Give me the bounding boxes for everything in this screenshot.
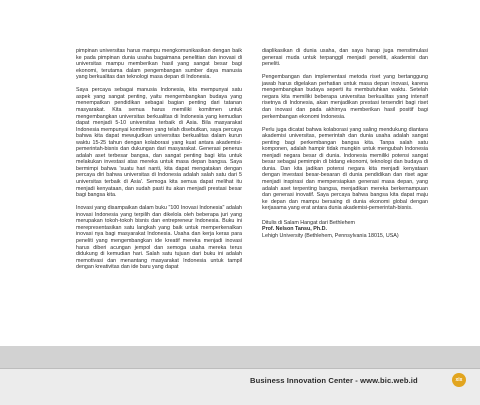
page-number-badge: xix bbox=[452, 373, 466, 387]
right-text-column bbox=[262, 48, 428, 239]
signature-block bbox=[262, 220, 428, 240]
footer-text: Business Innovation Center - www.bic.web.id bbox=[250, 376, 418, 385]
signature-place: Ditulis di Salam Hangat dari Bethlehem bbox=[262, 219, 355, 226]
paragraph: Pengembangan dan implementasi metoda riset yang bertanggung jawab harus digelakan perhatian untuk masa depan inovasi, karena mengembangkan budaya seperti itu membutuhkan waktu. Setelah negara kita memiliki beberapa universitas berkualitas yang intensif risetnya di Indonesia, akan menjadikan prestasi tersendiri bagi riset dan inovasi dan pada akhirnya memberikan hasil positif bagi perkembangan ekonomi Indonesia. bbox=[262, 74, 428, 120]
signature-name: Prof. Nelson Tansu, Ph.D. bbox=[262, 226, 327, 233]
footer bbox=[0, 368, 480, 405]
paragraph: pimpinan universitas harus mampu mengkomunikasikan dengan baik ke pada pimpinan dunia usaha bagaimana penelitian dan inovasi di universitas mampu memberikan hasil yang sangat besar bagi ekonomi, terutama dalam pengembangan sumber daya manusia yang berkualitas dan teknologi masa depan di Indonesia. bbox=[76, 48, 242, 81]
paragraph: Inovasi yang disampaikan dalam buku "100 Inovasi Indonesia" adalah inovasi Indonesia yang terpilih dan dikelola oleh beberapa juri yang merupakan tokoh-tokoh bisnis dan entrepreneur Indonesia. Buku ini merepresentasikan satu langkah yang baik untuk memperkenalkan inovasi nya bagi masyarakat Indonesia. Usaha dan kerja keras para peneliti yang mengembangkan ide kreatif mereka menjadi inovasi harus diberi acungan jempol dan semoga usaha mereka terus didukung di kemudian hari. Salah satu tujuan dari buku ini adalah memotivasi dan menantang masyarakat Indonesia untuk tampil dengan kreativitas dan ide baru yang dapat bbox=[76, 205, 242, 271]
footer-band bbox=[0, 346, 480, 368]
paragraph: Saya percaya sebagai manusia Indonesia, kita mempunyai satu aspek yang sangat penting, yaitu mengembangkan budaya yang menempatkan pendidikan sebagai bagian penting dari tatanan masyarakat. Kita semua harus memiliki komitmen untuk mengembangkan universitas berkualitas di Indonesia yang kemudian dapat menjadi 5-10 universitas terbaik di Asia. Bila masyarakat Indonesia mempunyai komitmen yang telah disebutkan, saya percaya bahwa kita dapat mewujudkan universitas berkualitas dalam kurun waktu 15-25 tahun dengan kolaborasi yang kuat antara akademisi-pemerintah-bisnis dan dukungan dari masyarakat. Generasi penerus adalah aset terbesar bangsa, dan sangat penting bagi kita untuk melakukan investasi atas mereka untuk masa depan bangsa. Saya bermimpi bahwa 'suatu hari nanti, kita dapat mengatakan dengan percaya diri bahwa universitas di Indonesia adalah salah satu dari 5 universitas terbaik di Asia'. Semoga kita semua dapat melihat itu menjadi kenyataan, dan sudah pasti itu akan menjadi prestasi besar bagi bangsa kita. bbox=[76, 87, 242, 199]
paragraph: Perlu juga dicatat bahwa kolaborasi yang saling mendukung diantara akademisi universitas, pemerintah dan dunia usaha adalah sangat penting bagi perkembangan bangsa kita. Tanpa salah satu komponen, adalah hampir tidak mungkin untuk mengubah Indonesia menjadi negara besar di dunia. Indonesia memiliki potensi sangat besar sebagai pemimpin di bidang ekonomi, teknologi dan budaya di dunia. Dan kita jadikan potensi negara kita menjadi kenyataan dengan investasi besar-besaran di dunia pendidikan dan riset agar menjadi inspirasi dan mempersiapkan generasi masa depan, yang adalah aset terpenting bangsa, menjadikan mereka berkemampuan dan generasi inovatif. Saya percaya bahwa bangsa kita dapat maju ke depan dan mampu bersaing di dunia ekonomi global dengan kerjasama yang erat antara dunia akademisi-pemerintah-bisnis. bbox=[262, 126, 428, 212]
paragraph: diaplikasikan di dunia usaha, dan saya harap juga menstimulasi generasi muda untuk terpanggil menjadi peneliti, akademisi dan peneliti. bbox=[262, 48, 428, 68]
signature-affiliation: Lehigh University (Bethlehem, Pennsylvania 18015, USA) bbox=[262, 232, 399, 239]
left-text-column bbox=[76, 48, 242, 277]
